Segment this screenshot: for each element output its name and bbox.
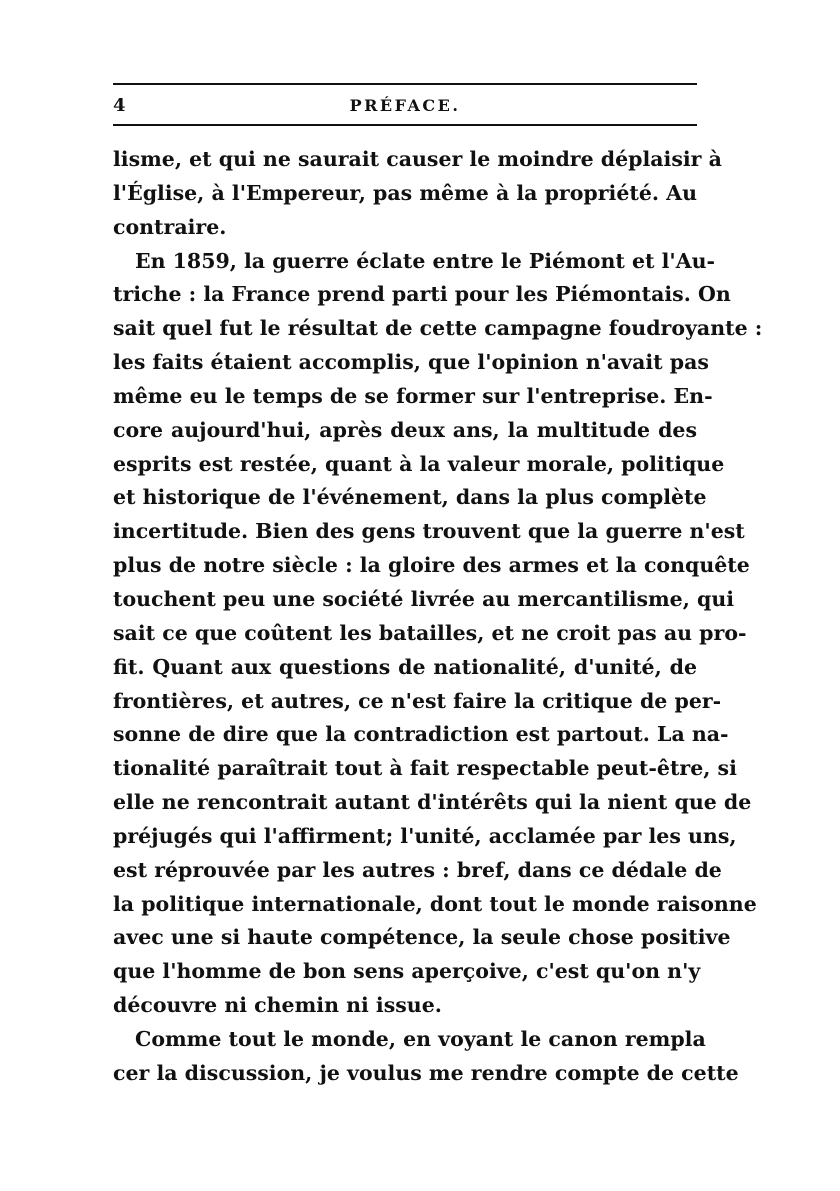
running-title: PRÉFACE. — [349, 96, 461, 115]
text-line: sait quel fut le résultat de cette campagne foudroyante : — [113, 316, 763, 341]
text-line: est réprouvée par les autres : bref, dans ce dédale de — [113, 857, 722, 882]
text-line: plus de notre siècle : la gloire des armes et la conquête — [113, 553, 750, 578]
text-line: triche : la France prend parti pour les Piémontais. On — [113, 282, 731, 307]
text-line: elle ne rencontrait autant d'intérêts qui la nient que de — [113, 790, 752, 815]
text-line: touchent peu une société livrée au mercantilisme, qui — [113, 586, 735, 611]
text-line: même eu le temps de se former sur l'entreprise. En- — [113, 383, 713, 408]
text-line: sait ce que coûtent les batailles, et ne croit pas au pro- — [113, 620, 747, 645]
text-line: que l'homme de bon sens aperçoive, c'est qu'on n'y — [113, 959, 701, 984]
text-line: découvre ni chemin ni issue. — [113, 993, 442, 1018]
page-number: 4 — [113, 95, 126, 116]
text-line: fit. Quant aux questions de nationalité, d'unité, de — [113, 654, 697, 679]
text-line: incertitude. Bien des gens trouvent que la guerre n'est — [113, 519, 745, 544]
header-top-rule — [113, 83, 697, 85]
text-line: la politique internationale, dont tout le monde raisonne — [113, 891, 757, 916]
text-line: contraire. — [113, 214, 227, 239]
text-line: les faits étaient accomplis, que l'opinion n'avait pas — [113, 350, 709, 375]
text-line: frontières, et autres, ce n'est faire la critique de per- — [113, 688, 722, 713]
text-line: l'Église, à l'Empereur, pas même à la propriété. Au — [113, 180, 697, 205]
text-line: esprits est restée, quant à la valeur morale, politique — [113, 451, 725, 476]
text-line: En 1859, la guerre éclate entre le Piémont et l'Au- — [135, 248, 716, 273]
text-line: sonne de dire que la contradiction est partout. La na- — [113, 722, 729, 747]
header-bottom-rule — [113, 124, 697, 126]
text-line: lisme, et qui ne saurait causer le moindre déplaisir à — [113, 147, 722, 171]
text-line: Comme tout le monde, en voyant le canon rempla — [135, 1026, 706, 1051]
text-line: core aujourd'hui, après deux ans, la multitude des — [113, 417, 697, 442]
running-header — [113, 94, 697, 120]
text-line: et historique de l'événement, dans la plus complète — [113, 485, 707, 510]
body-text — [113, 143, 763, 1091]
text-line: avec une si haute compétence, la seule chose positive — [113, 925, 731, 950]
text-line: préjugés qui l'affirment; l'unité, acclamée par les uns, — [113, 823, 737, 848]
text-line: tionalité paraîtrait tout à fait respectable peut-être, si — [113, 756, 737, 781]
text-line: cer la discussion, je voulus me rendre compte de cette — [113, 1060, 739, 1085]
